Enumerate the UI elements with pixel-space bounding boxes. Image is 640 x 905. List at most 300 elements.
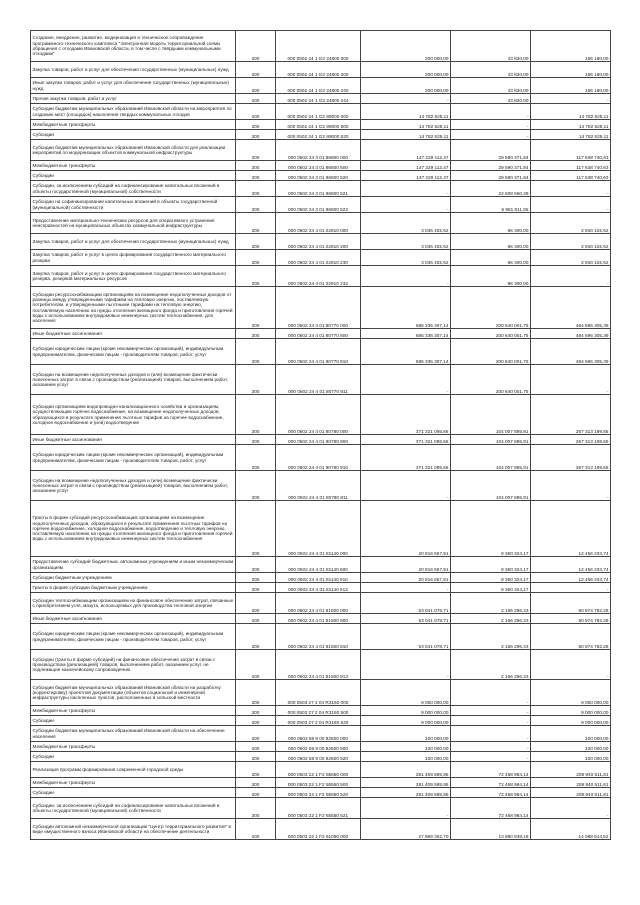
row-approved-amount: 281 409 595,95 xyxy=(361,762,451,778)
row-name: Субсидии юридическим лицам (кроме некоммерческих организаций), индивидуальным предпринимателям, физическим лицам - производителям товаров, работ, услуг xyxy=(31,624,236,650)
row-executed-amount: 2 166 296,43 xyxy=(451,593,531,614)
row-approved-amount: 147 229 112,47 xyxy=(361,161,451,171)
row-line-code: 200 xyxy=(236,104,276,120)
row-name: Гранты в форме субсидий ресурсоснабжающим организациям на возмещение недополученных доходов, образующихся в результате применения льготных тарифов на горячее водоснабжение, холодное водоснабжение, водоотведение и тепловую энергию, поставляемую населению на нужды отопления жилищного фонда и приготовления горячей воды с использованием внутридомовых инженерных систем теплоснабжения xyxy=(31,501,236,557)
row-approved-amount: 9 000 000,00 xyxy=(361,706,451,716)
row-line-code: 200 xyxy=(236,339,276,365)
row-executed-amount: 72 468 984,14 xyxy=(451,778,531,788)
row-name: Субсидии на софинансирование капитальных вложений в объекты государственной (муниципальной) собственности xyxy=(31,197,236,213)
row-unexecuted-amount: - xyxy=(531,471,611,501)
budget-table xyxy=(30,30,611,840)
table-row xyxy=(31,365,611,395)
table-row xyxy=(31,395,611,435)
table-row xyxy=(31,788,611,798)
row-approved-amount: 685 336 307,14 xyxy=(361,339,451,365)
row-name: Субсидии xyxy=(31,171,236,181)
row-budget-classification-code: 000 0503 22 1 F2 55550 500 xyxy=(276,778,361,788)
row-unexecuted-amount: 100 000,00 xyxy=(531,742,611,752)
table-row xyxy=(31,752,611,762)
row-executed-amount: 104 007 895,91 xyxy=(451,395,531,435)
row-approved-amount: - xyxy=(361,650,451,680)
row-unexecuted-amount: 12 456 333,74 xyxy=(531,573,611,583)
row-budget-classification-code: 000 0502 24 3 01 86800 520 xyxy=(276,171,361,181)
row-approved-amount: 3 036 402,62 xyxy=(361,213,451,234)
row-executed-amount: 72 468 984,14 xyxy=(451,762,531,778)
row-executed-amount: 96 300,00 xyxy=(451,266,531,287)
table-row xyxy=(31,266,611,287)
row-budget-classification-code: 000 0502 24 1 G2 24800 000 xyxy=(276,31,361,62)
row-executed-amount: 22 608 560,29 xyxy=(451,181,531,197)
row-unexecuted-amount: 100 000,00 xyxy=(531,752,611,762)
table-row xyxy=(31,778,611,788)
row-budget-classification-code: 000 0502 24 3 01 86800 521 xyxy=(276,181,361,197)
row-executed-amount: - xyxy=(451,742,531,752)
row-approved-amount: 100 000,00 xyxy=(361,726,451,742)
row-unexecuted-amount: 50 874 782,28 xyxy=(531,624,611,650)
row-unexecuted-amount: - xyxy=(531,94,611,104)
row-unexecuted-amount: - xyxy=(531,197,611,213)
row-budget-classification-code: 000 0502 24 1 G2 24800 240 xyxy=(276,78,361,94)
row-approved-amount: 281 409 595,95 xyxy=(361,778,451,788)
row-budget-classification-code: 000 0502 24 4 01 22910 200 xyxy=(276,234,361,250)
table-row xyxy=(31,593,611,614)
row-executed-amount: 200 640 001,75 xyxy=(451,365,531,395)
row-unexecuted-amount: 484 696 305,39 xyxy=(531,339,611,365)
row-name: Предоставление материально-технических ресурсов для оперативного устранения неисправностей на муниципальных объектах коммунальной инфраструктуры xyxy=(31,213,236,234)
row-line-code: 200 xyxy=(236,130,276,140)
row-name: Реализация программ формирования современной городской среды xyxy=(31,762,236,778)
row-line-code: 200 xyxy=(236,94,276,104)
row-line-code: 200 xyxy=(236,650,276,680)
row-unexecuted-amount: - xyxy=(531,181,611,197)
table-row xyxy=(31,680,611,706)
row-approved-amount: - xyxy=(361,94,451,104)
row-name: Иные бюджетные ассигнования xyxy=(31,614,236,624)
row-line-code: 200 xyxy=(236,365,276,395)
row-approved-amount: 200 000,00 xyxy=(361,78,451,94)
row-approved-amount: 9 000 000,00 xyxy=(361,716,451,726)
row-unexecuted-amount: 484 696 305,39 xyxy=(531,287,611,329)
row-budget-classification-code: 000 0502 24 4 01 81600 800 xyxy=(276,614,361,624)
row-line-code: 200 xyxy=(236,471,276,501)
row-budget-classification-code: 000 0502 24 1 G2 89000 500 xyxy=(276,120,361,130)
row-unexecuted-amount: 117 638 740,63 xyxy=(531,161,611,171)
row-name: Гранты в форме субсидии бюджетным учреждениям xyxy=(31,583,236,593)
row-approved-amount: 14 782 525,11 xyxy=(361,130,451,140)
row-unexecuted-amount: - xyxy=(531,266,611,287)
row-unexecuted-amount: 156 180,00 xyxy=(531,78,611,94)
row-approved-amount: 3 036 402,62 xyxy=(361,234,451,250)
row-executed-amount: 43 820,00 xyxy=(451,78,531,94)
row-approved-amount: 53 041 078,71 xyxy=(361,624,451,650)
row-executed-amount: 6 981 811,55 xyxy=(451,197,531,213)
table-row xyxy=(31,726,611,742)
row-approved-amount: 685 336 307,14 xyxy=(361,287,451,329)
row-budget-classification-code: 000 0503 22 1 F2 55550 000 xyxy=(276,762,361,778)
row-budget-classification-code: 000 0502 24 1 G2 89000 000 xyxy=(276,104,361,120)
table-row xyxy=(31,706,611,716)
row-executed-amount: 29 590 371,84 xyxy=(451,140,531,161)
row-approved-amount: - xyxy=(361,181,451,197)
row-line-code: 200 xyxy=(236,788,276,798)
row-line-code: 200 xyxy=(236,573,276,583)
row-name: Закупка товаров, работ и услуг для обеспечения государственных (муниципальных) нужд xyxy=(31,234,236,250)
row-budget-classification-code: 000 0502 24 4 01 81140 613 xyxy=(276,583,361,593)
row-executed-amount: 200 640 001,75 xyxy=(451,339,531,365)
table-row xyxy=(31,78,611,94)
row-name: Субсидии автономной некоммерческой организации "Центр территориального развития" в виде имущественного взноса Ивановской области на обеспечение деятельности xyxy=(31,819,236,840)
table-row xyxy=(31,234,611,250)
row-line-code: 200 xyxy=(236,752,276,762)
table-row xyxy=(31,557,611,573)
row-name: Субсидии бюджетным учреждениям xyxy=(31,573,236,583)
table-row xyxy=(31,445,611,471)
row-budget-classification-code: 000 0502 24 4 01 22910 000 xyxy=(276,213,361,234)
row-executed-amount: 8 360 324,17 xyxy=(451,557,531,573)
row-name: Субсидии организациям водопроводно-канализационного хозяйства и организациям, осуществляющим горячее водоснабжение, на возмещение недополученных доходов, образующихся в результате применения льготных тарифов на горячее водоснабжение, холодное водоснабжение и (или) водоотведение xyxy=(31,395,236,435)
table-row xyxy=(31,471,611,501)
table-row xyxy=(31,287,611,329)
row-unexecuted-amount: - xyxy=(531,650,611,680)
row-unexecuted-amount: 14 088 514,52 xyxy=(531,819,611,840)
row-budget-classification-code: 000 0502 58 9 00 82600 520 xyxy=(276,752,361,762)
row-unexecuted-amount: 50 874 782,28 xyxy=(531,593,611,614)
table-row xyxy=(31,573,611,583)
row-line-code: 200 xyxy=(236,120,276,130)
row-budget-classification-code: 000 0502 24 4 01 80780 811 xyxy=(276,471,361,501)
table-row xyxy=(31,742,611,752)
row-line-code: 200 xyxy=(236,742,276,752)
table-row xyxy=(31,339,611,365)
row-line-code: 200 xyxy=(236,250,276,266)
row-unexecuted-amount: 12 456 333,74 xyxy=(531,501,611,557)
row-unexecuted-amount: 208 940 611,81 xyxy=(531,762,611,778)
row-name: Межбюджетные трансферты xyxy=(31,706,236,716)
row-line-code: 200 xyxy=(236,234,276,250)
table-row xyxy=(31,250,611,266)
row-budget-classification-code: 000 0502 24 3 01 86800 000 xyxy=(276,140,361,161)
row-name: Субсидии бюджетам муниципальных образований Ивановской области на обеспечение населения xyxy=(31,726,236,742)
row-line-code: 200 xyxy=(236,583,276,593)
row-executed-amount: - xyxy=(451,716,531,726)
row-approved-amount: - xyxy=(361,583,451,593)
row-line-code: 200 xyxy=(236,726,276,742)
row-unexecuted-amount: 2 940 102,62 xyxy=(531,213,611,234)
table-row xyxy=(31,501,611,557)
row-approved-amount: 371 321 095,66 xyxy=(361,395,451,435)
row-line-code: 200 xyxy=(236,287,276,329)
row-unexecuted-amount: 267 313 199,65 xyxy=(531,445,611,471)
row-executed-amount: - xyxy=(451,752,531,762)
row-approved-amount: 14 782 525,11 xyxy=(361,104,451,120)
row-line-code: 200 xyxy=(236,140,276,161)
table-row xyxy=(31,140,611,161)
row-line-code: 200 xyxy=(236,501,276,557)
row-line-code: 200 xyxy=(236,266,276,287)
row-executed-amount: 43 820,00 xyxy=(451,94,531,104)
row-name: Иные закупки товаров, работ и услуг для обеспечения государственных (муниципальных) нужд xyxy=(31,78,236,94)
row-executed-amount: 29 590 371,84 xyxy=(451,161,531,171)
row-budget-classification-code: 000 0502 24 4 01 80780 000 xyxy=(276,395,361,435)
row-name: Субсидии, за исключением субсидий на софинансирование капитальных вложений в объекты государственной (муниципальной) собственности xyxy=(31,181,236,197)
row-executed-amount: 2 166 296,43 xyxy=(451,614,531,624)
row-name: Закупка товаров, работ и услуг для обеспечения государственных (муниципальных) нужд xyxy=(31,62,236,78)
row-approved-amount: 200 000,00 xyxy=(361,31,451,62)
row-approved-amount: 53 041 078,71 xyxy=(361,614,451,624)
row-executed-amount: 43 820,00 xyxy=(451,31,531,62)
row-line-code: 200 xyxy=(236,819,276,840)
row-executed-amount: - xyxy=(451,120,531,130)
row-name: Субсидии ресурсоснабжающим организациям на возмещение недополученных доходов от разницы между утвержденными тарифами на тепловую энергию, поставляемую потребителям, и утвержденными льготными тарифами на тепловую энергию, поставляемую населению на нужды отопления жилищного фонда и приготовления горячей воды с использованием внутридомовых инженерных систем теплоснабжения, для населения xyxy=(31,287,236,329)
row-unexecuted-amount: 2 940 102,62 xyxy=(531,234,611,250)
row-budget-classification-code: 000 0502 58 9 00 82600 000 xyxy=(276,726,361,742)
row-line-code: 200 xyxy=(236,62,276,78)
row-executed-amount: 200 640 001,75 xyxy=(451,287,531,329)
table-row xyxy=(31,435,611,445)
row-line-code: 200 xyxy=(236,716,276,726)
row-executed-amount: 72 468 984,14 xyxy=(451,788,531,798)
table-row xyxy=(31,197,611,213)
row-name: Закупка товаров, работ и услуг в целях формирования государственного материального резерва xyxy=(31,250,236,266)
row-approved-amount: - xyxy=(361,365,451,395)
row-unexecuted-amount: - xyxy=(531,798,611,819)
budget-report-sheet xyxy=(30,30,610,873)
row-executed-amount: - xyxy=(451,706,531,716)
row-executed-amount: 104 007 895,91 xyxy=(451,435,531,445)
row-line-code: 200 xyxy=(236,171,276,181)
row-unexecuted-amount: - xyxy=(531,583,611,593)
row-approved-amount: 371 321 095,66 xyxy=(361,445,451,471)
row-executed-amount: 72 468 984,14 xyxy=(451,798,531,819)
row-name: Субсидии xyxy=(31,788,236,798)
row-budget-classification-code: 000 0502 24 3 01 86800 500 xyxy=(276,161,361,171)
row-name: Субсидии теплоснабжающим организациям на финансовое обеспечение затрат, связанных с приобретением угля, мазута, используемых для производства тепловой энергии xyxy=(31,593,236,614)
row-budget-classification-code: 000 0503 22 1 F2 61090 000 xyxy=(276,819,361,840)
row-line-code: 200 xyxy=(236,31,276,62)
row-name: Субсидии бюджетам муниципальных образований Ивановской области для реализации мероприятий по модернизации объектов коммунальной инфраструктуры xyxy=(31,140,236,161)
row-budget-classification-code: 000 0502 24 4 01 80780 800 xyxy=(276,435,361,445)
row-name: Предоставление субсидий бюджетным, автономным учреждениям и иным некоммерческим организациям xyxy=(31,557,236,573)
row-budget-classification-code: 000 0502 24 4 01 80770 811 xyxy=(276,365,361,395)
row-approved-amount: 147 229 112,47 xyxy=(361,171,451,181)
row-name: Межбюджетные трансферты xyxy=(31,778,236,788)
row-approved-amount: 200 000,00 xyxy=(361,62,451,78)
row-name: Субсидии бюджетам муниципальных образований Ивановской области на мероприятия по созданию мест (площадок) накопления твердых коммунальных отходов xyxy=(31,104,236,120)
row-executed-amount: 200 640 001,75 xyxy=(451,329,531,339)
row-name: Прочая закупка товаров, работ и услуг xyxy=(31,94,236,104)
row-unexecuted-amount: 50 874 782,28 xyxy=(531,614,611,624)
row-name: Создание, внедрение, развитие, модернизация и техническое сопровождение программного-технического комплекса "Электронная модель территориальной схемы обращения с отходами Ивановской области, в том числе с твёрдыми коммунальными отходами" xyxy=(31,31,236,62)
row-name: Субсидии (гранты в форме субсидий) на финансовое обеспечение затрат в связи с производством (реализацией) товаров, выполнением работ, оказанием услуг, не подлежащие казначейскому сопровождению xyxy=(31,650,236,680)
row-approved-amount: - xyxy=(361,471,451,501)
row-executed-amount: 96 300,00 xyxy=(451,250,531,266)
row-budget-classification-code: 000 0502 24 4 01 22910 230 xyxy=(276,250,361,266)
row-name: Субсидии xyxy=(31,130,236,140)
row-executed-amount: 29 590 371,84 xyxy=(451,171,531,181)
row-budget-classification-code: 000 0503 27 2 04 R3160 520 xyxy=(276,716,361,726)
row-line-code: 200 xyxy=(236,78,276,94)
row-executed-amount: 96 300,00 xyxy=(451,234,531,250)
row-unexecuted-amount: 14 782 525,11 xyxy=(531,104,611,120)
row-name: Межбюджетные трансферты xyxy=(31,161,236,171)
row-approved-amount: 685 336 307,14 xyxy=(361,329,451,339)
row-line-code: 200 xyxy=(236,435,276,445)
row-approved-amount: - xyxy=(361,266,451,287)
row-approved-amount: 27 969 352,70 xyxy=(361,819,451,840)
row-approved-amount: 147 229 112,47 xyxy=(361,140,451,161)
row-line-code: 200 xyxy=(236,624,276,650)
row-name: Межбюджетные трансферты xyxy=(31,120,236,130)
table-row xyxy=(31,716,611,726)
row-line-code: 200 xyxy=(236,762,276,778)
row-budget-classification-code: 000 0502 24 4 01 81600 000 xyxy=(276,593,361,614)
row-line-code: 200 xyxy=(236,798,276,819)
table-row xyxy=(31,181,611,197)
row-approved-amount: - xyxy=(361,798,451,819)
table-row xyxy=(31,329,611,339)
row-line-code: 200 xyxy=(236,593,276,614)
table-row xyxy=(31,120,611,130)
row-unexecuted-amount: 208 940 611,81 xyxy=(531,788,611,798)
row-unexecuted-amount: 9 000 000,00 xyxy=(531,716,611,726)
row-unexecuted-amount: 2 940 102,62 xyxy=(531,250,611,266)
row-line-code: 200 xyxy=(236,778,276,788)
row-executed-amount: - xyxy=(451,726,531,742)
row-unexecuted-amount: - xyxy=(531,365,611,395)
row-budget-classification-code: 000 0502 24 4 01 81600 813 xyxy=(276,650,361,680)
row-name: Закупка товаров, работ и услуг в целях формирования государственного материального резерва, резервов материальных ресурсов xyxy=(31,266,236,287)
row-budget-classification-code: 000 0502 24 4 01 81140 610 xyxy=(276,573,361,583)
row-unexecuted-amount: 117 638 740,63 xyxy=(531,140,611,161)
table-row xyxy=(31,104,611,120)
table-row xyxy=(31,819,611,840)
table-row xyxy=(31,171,611,181)
row-approved-amount: 3 036 402,62 xyxy=(361,250,451,266)
row-unexecuted-amount: 14 782 525,11 xyxy=(531,120,611,130)
row-name: Субсидии, за исключением субсидий на софинансирование капитальных вложений в объекты государственной (муниципальной) собственности xyxy=(31,798,236,819)
row-approved-amount: 281 409 595,95 xyxy=(361,788,451,798)
row-budget-classification-code: 000 0503 27 2 04 R3160 000 xyxy=(276,680,361,706)
table-row xyxy=(31,798,611,819)
row-budget-classification-code: 000 0502 24 4 01 22910 232 xyxy=(276,266,361,287)
budget-table-body xyxy=(31,31,611,840)
row-name: Субсидии бюджетам муниципальных образований Ивановской области на разработку (корректировку) проектной документации (объектов социальной и инженерной инфраструктуры населенных пунктов, расположенных в сельской местности xyxy=(31,680,236,706)
table-row xyxy=(31,161,611,171)
table-row xyxy=(31,130,611,140)
row-name: Иные бюджетные ассигнования xyxy=(31,435,236,445)
row-budget-classification-code: 000 0502 24 4 01 80770 800 xyxy=(276,329,361,339)
row-line-code: 200 xyxy=(236,181,276,197)
row-budget-classification-code: 000 0503 22 1 F2 55550 520 xyxy=(276,788,361,798)
table-row xyxy=(31,31,611,62)
table-row xyxy=(31,94,611,104)
row-budget-classification-code: 000 0502 24 4 01 81140 600 xyxy=(276,557,361,573)
row-unexecuted-amount: 9 000 000,00 xyxy=(531,680,611,706)
row-line-code: 200 xyxy=(236,680,276,706)
row-unexecuted-amount: 100 000,00 xyxy=(531,726,611,742)
row-approved-amount: 14 782 525,11 xyxy=(361,120,451,130)
row-executed-amount: 96 300,00 xyxy=(451,213,531,234)
row-executed-amount: 2 166 296,43 xyxy=(451,650,531,680)
row-budget-classification-code: 000 0503 27 2 04 R3160 500 xyxy=(276,706,361,716)
table-row xyxy=(31,624,611,650)
table-row xyxy=(31,650,611,680)
row-unexecuted-amount: 12 456 333,74 xyxy=(531,557,611,573)
table-row xyxy=(31,614,611,624)
row-approved-amount: 100 000,00 xyxy=(361,752,451,762)
row-approved-amount: 371 321 095,66 xyxy=(361,435,451,445)
row-budget-classification-code: 000 0502 24 1 G2 24800 244 xyxy=(276,94,361,104)
row-name: Субсидии на возмещение недополученных доходов и (или) возмещение фактически понесенных затрат в связи с производством (реализацией) товаров, выполнением работ, оказанием услуг xyxy=(31,365,236,395)
row-budget-classification-code: 000 0502 24 4 01 81140 000 xyxy=(276,501,361,557)
table-row xyxy=(31,62,611,78)
row-executed-amount: - xyxy=(451,104,531,120)
row-name: Субсидии xyxy=(31,752,236,762)
row-name: Субсидии юридическим лицам (кроме некоммерческих организаций), индивидуальным предпринимателям, физическим лицам - производителям товаров, работ, услуг xyxy=(31,445,236,471)
row-line-code: 200 xyxy=(236,706,276,716)
row-unexecuted-amount: 267 313 199,65 xyxy=(531,395,611,435)
row-executed-amount: 43 820,00 xyxy=(451,62,531,78)
row-name: Субсидии юридическим лицам (кроме некоммерческих организаций), индивидуальным предпринимателям, физическим лицам - производителям товаров, работ, услуг xyxy=(31,339,236,365)
row-approved-amount: 20 816 657,91 xyxy=(361,557,451,573)
row-executed-amount: 2 166 296,43 xyxy=(451,624,531,650)
row-executed-amount: 104 007 895,91 xyxy=(451,471,531,501)
row-line-code: 200 xyxy=(236,395,276,435)
table-row xyxy=(31,583,611,593)
row-unexecuted-amount: 14 782 525,11 xyxy=(531,130,611,140)
row-line-code: 200 xyxy=(236,213,276,234)
row-unexecuted-amount: 267 313 199,65 xyxy=(531,435,611,445)
row-unexecuted-amount: 117 638 740,63 xyxy=(531,171,611,181)
row-unexecuted-amount: 208 940 611,81 xyxy=(531,778,611,788)
row-line-code: 200 xyxy=(236,557,276,573)
row-approved-amount: - xyxy=(361,197,451,213)
row-budget-classification-code: 000 0502 24 4 01 80780 810 xyxy=(276,445,361,471)
row-approved-amount: 9 000 000,00 xyxy=(361,680,451,706)
row-approved-amount: 100 000,00 xyxy=(361,742,451,752)
row-budget-classification-code: 000 0502 24 3 01 86800 522 xyxy=(276,197,361,213)
row-executed-amount: - xyxy=(451,130,531,140)
row-budget-classification-code: 000 0502 24 4 01 80770 810 xyxy=(276,339,361,365)
row-executed-amount: - xyxy=(451,680,531,706)
row-unexecuted-amount: 9 000 000,00 xyxy=(531,706,611,716)
row-line-code: 200 xyxy=(236,445,276,471)
row-name: Субсидии xyxy=(31,716,236,726)
row-budget-classification-code: 000 0502 24 1 G2 24800 200 xyxy=(276,62,361,78)
table-row xyxy=(31,213,611,234)
row-line-code: 200 xyxy=(236,161,276,171)
row-name: Иные бюджетные ассигнования xyxy=(31,329,236,339)
row-budget-classification-code: 000 0502 24 4 01 80770 000 xyxy=(276,287,361,329)
row-line-code: 200 xyxy=(236,329,276,339)
row-executed-amount: 8 360 324,17 xyxy=(451,573,531,583)
row-unexecuted-amount: 484 696 305,39 xyxy=(531,329,611,339)
row-budget-classification-code: 000 0502 58 9 00 82600 500 xyxy=(276,742,361,752)
row-executed-amount: 13 880 838,18 xyxy=(451,819,531,840)
row-budget-classification-code: 000 0503 22 1 F2 55550 521 xyxy=(276,798,361,819)
row-executed-amount: 104 007 895,91 xyxy=(451,445,531,471)
row-line-code: 200 xyxy=(236,614,276,624)
row-line-code: 200 xyxy=(236,197,276,213)
row-unexecuted-amount: 156 180,00 xyxy=(531,62,611,78)
row-unexecuted-amount: 156 180,00 xyxy=(531,31,611,62)
row-budget-classification-code: 000 0502 24 1 G2 89000 520 xyxy=(276,130,361,140)
row-name: Межбюджетные трансферты xyxy=(31,742,236,752)
row-approved-amount: 53 041 078,71 xyxy=(361,593,451,614)
row-approved-amount: 20 816 657,91 xyxy=(361,573,451,583)
row-budget-classification-code: 000 0502 24 4 01 81600 810 xyxy=(276,624,361,650)
row-name: Субсидии на возмещение недополученных доходов и (или) возмещение фактически понесенных затрат в связи с производством (реализацией) товаров, выполнением работ, оказанием услуг xyxy=(31,471,236,501)
